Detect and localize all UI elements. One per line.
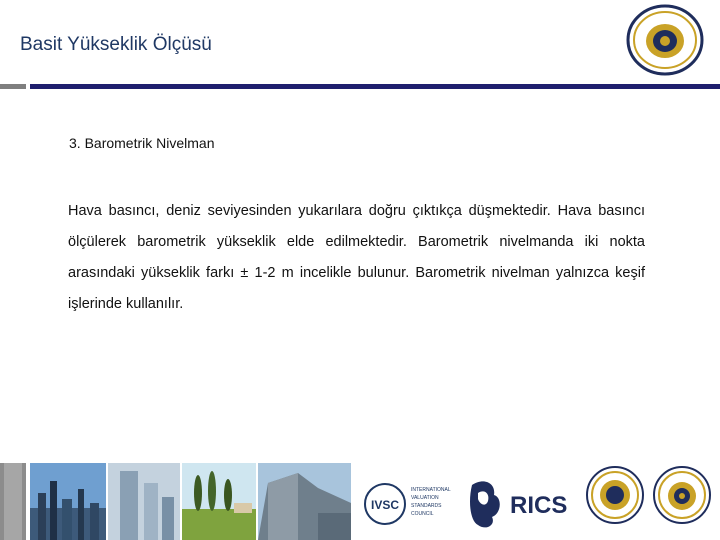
page-title: Basit Yükseklik Ölçüsü — [20, 34, 212, 55]
ankara-university-small-seal — [652, 465, 712, 525]
footer-banner — [0, 463, 720, 540]
rural-landscape-photo — [182, 463, 256, 540]
header-rule-left — [0, 84, 26, 89]
university-seal-logo — [585, 465, 645, 525]
svg-text:INTERNATIONAL: INTERNATIONAL — [411, 487, 451, 493]
header-rule — [30, 84, 720, 89]
svg-text:VALUATION: VALUATION — [411, 495, 439, 501]
body-paragraph: Hava basıncı, deniz seviyesinden yukarılara doğru çıktıkça düşmektedir. Hava basıncı ölçülerek barometrik yükseklik elde edilmektedir. Barometrik nivelmanda iki nokta arasındaki yükseklik farkı ± 1-2 m incelikle bulunur. Barometrik nivelman yalnızca keşif işlerinde kullanılır. — [68, 203, 645, 312]
rics-wordmark: RICS — [510, 492, 568, 519]
ivsc-logo — [363, 473, 458, 535]
rics-logo — [466, 471, 578, 535]
building-photo — [258, 463, 351, 540]
svg-text:COUNCIL: COUNCIL — [411, 511, 434, 517]
ivsc-wordmark: IVSC — [370, 498, 400, 512]
section-heading: 3. Barometrik Nivelman — [69, 135, 215, 151]
footer-gray-stripe — [4, 463, 22, 540]
svg-text:STANDARDS: STANDARDS — [411, 503, 442, 509]
city-skyline-photo — [30, 463, 106, 540]
tower-photo — [108, 463, 180, 540]
ankara-university-seal-logo — [625, 4, 705, 76]
